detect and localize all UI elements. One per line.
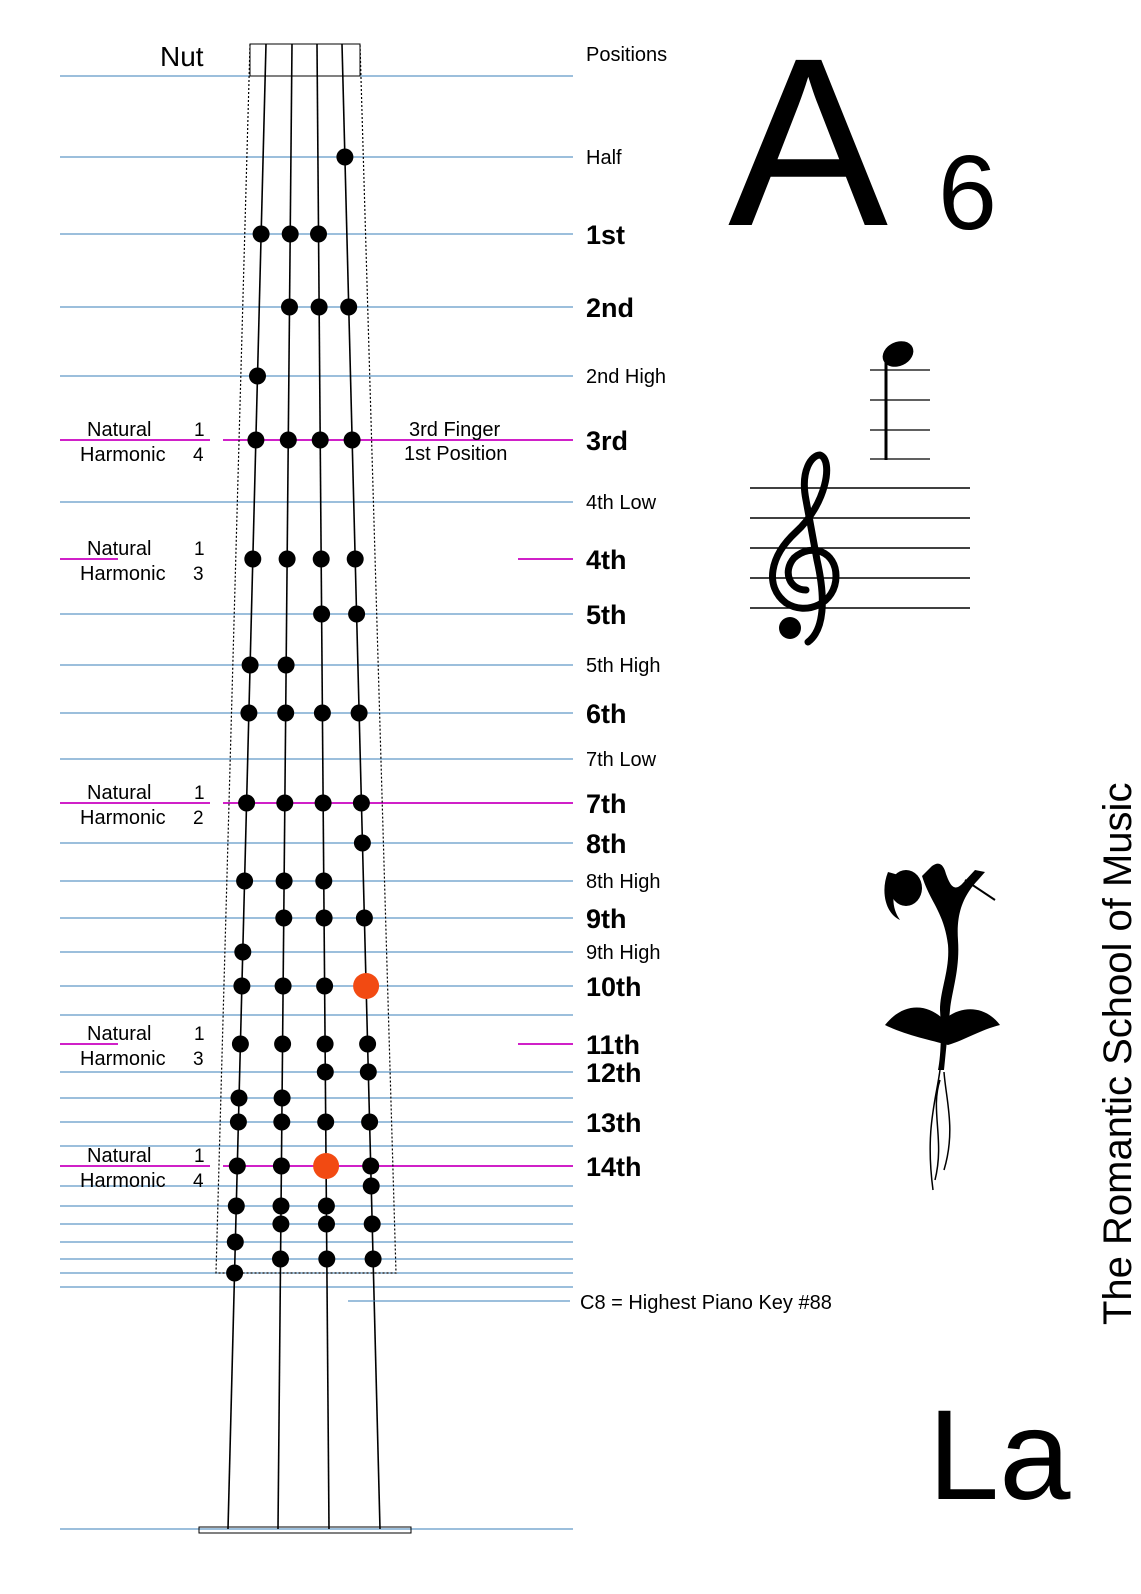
finger-dot [277, 705, 294, 722]
finger-dot [317, 1064, 334, 1081]
finger-dot [318, 1198, 335, 1215]
finger-dot [229, 1158, 246, 1175]
finger-dot [313, 606, 330, 623]
positions-heading: Positions [586, 44, 668, 66]
position-label: 6th [586, 699, 627, 729]
finger-dot [276, 873, 293, 890]
finger-dot [315, 873, 332, 890]
finger-dot [273, 1198, 290, 1215]
fingerboard [199, 44, 411, 1533]
harmonic-label [80, 782, 205, 829]
finger-note-line2: 1st Position [404, 443, 508, 465]
finger-dot [356, 910, 373, 927]
finger-dot [273, 1114, 290, 1131]
string-3 [317, 44, 329, 1529]
harmonic-line2: Harmonic [80, 1170, 166, 1192]
finger-dot [230, 1114, 247, 1131]
finger-dot [281, 299, 298, 316]
finger-dot [359, 1036, 376, 1053]
position-label: 8th High [586, 871, 661, 893]
harmonic-line2: Harmonic [80, 444, 166, 466]
finger-dot [317, 1114, 334, 1131]
finger-dot [314, 705, 331, 722]
finger-dot [340, 299, 357, 316]
finger-dot [275, 910, 292, 927]
finger-dot [253, 226, 270, 243]
finger-dot [272, 1216, 289, 1233]
finger-dot [273, 1158, 290, 1175]
fraction-denominator: 3 [193, 564, 204, 585]
fraction-numerator: 1 [194, 539, 205, 560]
finger-dot [276, 795, 293, 812]
finger-dot [318, 1216, 335, 1233]
position-label: 7th Low [586, 749, 657, 771]
finger-dot [317, 1036, 334, 1053]
finger-dot [360, 1064, 377, 1081]
finger-dot [311, 299, 328, 316]
finger-dot [238, 795, 255, 812]
harmonic-line1: Natural [87, 1023, 152, 1045]
harmonic-line1: Natural [87, 538, 152, 560]
finger-dot [279, 551, 296, 568]
school-name: The Romantic School of Music [1096, 782, 1140, 1325]
finger-dot [227, 1234, 244, 1251]
finger-dot [232, 1036, 249, 1053]
fraction-numerator: 1 [194, 420, 205, 441]
position-label: 11th [586, 1030, 641, 1060]
string-4 [342, 44, 380, 1529]
position-label: 7th [586, 789, 627, 819]
finger-dot [274, 1036, 291, 1053]
harmonic-line2: Harmonic [80, 563, 166, 585]
finger-dot [365, 1251, 382, 1268]
fraction-numerator: 1 [194, 1024, 205, 1045]
finger-dots [226, 149, 382, 1282]
string-1 [228, 44, 266, 1529]
harmonic-label [80, 419, 205, 466]
finger-note-line1: 3rd Finger [409, 419, 501, 441]
finger-dot [315, 795, 332, 812]
position-label: 3rd [586, 426, 629, 456]
finger-dot [336, 149, 353, 166]
position-label: 9th High [586, 942, 661, 964]
solfege-syllable: La [928, 1384, 1071, 1527]
position-label: 5th [586, 600, 627, 630]
fraction-numerator: 1 [194, 1146, 205, 1167]
violinist-silhouette-icon [884, 864, 1000, 1190]
highlight-dot [313, 1153, 339, 1179]
position-label: 13th [586, 1108, 642, 1138]
treble-clef-staff [750, 455, 970, 642]
harmonic-label [80, 1145, 205, 1192]
position-label: 1st [586, 220, 626, 250]
finger-dot [353, 795, 370, 812]
string-2 [278, 44, 292, 1529]
finger-dot [362, 1158, 379, 1175]
position-label: 4th [586, 545, 627, 575]
nut-label: Nut [160, 41, 204, 72]
finger-dot [318, 1251, 335, 1268]
fraction-denominator: 4 [193, 445, 204, 466]
finger-dot [242, 657, 259, 674]
position-label: 4th Low [586, 492, 657, 514]
finger-dot [233, 978, 250, 995]
finger-dot [364, 1216, 381, 1233]
strings [228, 44, 380, 1529]
harmonic-line1: Natural [87, 419, 152, 441]
finger-dot [312, 432, 329, 449]
finger-dot [228, 1198, 245, 1215]
harmonic-line2: Harmonic [80, 1048, 166, 1070]
position-label: Half [586, 147, 622, 169]
finger-dot [249, 368, 266, 385]
note-letter: A [728, 8, 889, 276]
position-label: 2nd [586, 293, 635, 323]
position-label: 12th [586, 1058, 642, 1088]
finger-dot [344, 432, 361, 449]
position-label: 10th [586, 972, 642, 1002]
finger-dot [351, 705, 368, 722]
finger-dot [316, 978, 333, 995]
finger-dot [347, 551, 364, 568]
finger-dot [240, 705, 257, 722]
finger-dot [231, 1090, 248, 1107]
finger-dot [313, 551, 330, 568]
harmonic-line2: Harmonic [80, 807, 166, 829]
position-label: 9th [586, 904, 627, 934]
finger-dot [282, 226, 299, 243]
finger-dot [363, 1178, 380, 1195]
finger-dot [236, 873, 253, 890]
finger-dot [316, 910, 333, 927]
harmonic-label [80, 1023, 205, 1070]
octave-number: 6 [938, 134, 997, 252]
finger-dot [244, 551, 261, 568]
finger-dot [278, 657, 295, 674]
harmonic-label [80, 538, 205, 585]
finger-dot [354, 835, 371, 852]
position-labels [586, 147, 666, 1182]
finger-dot [272, 1251, 289, 1268]
harmonic-line1: Natural [87, 1145, 152, 1167]
position-label: 5th High [586, 655, 661, 677]
finger-dot [275, 978, 292, 995]
quarter-note-icon [870, 336, 930, 460]
fraction-denominator: 2 [193, 808, 204, 829]
harmonic-line1: Natural [87, 782, 152, 804]
position-label: 8th [586, 829, 627, 859]
finger-dot [226, 1265, 243, 1282]
highlight-dot [353, 973, 379, 999]
position-label: 14th [586, 1152, 642, 1182]
finger-dot [247, 432, 264, 449]
piano-key-note: C8 = Highest Piano Key #88 [580, 1292, 832, 1314]
finger-dot [274, 1090, 291, 1107]
fraction-denominator: 4 [193, 1171, 204, 1192]
position-label: 2nd High [586, 366, 667, 388]
finger-dot [280, 432, 297, 449]
finger-dot [361, 1114, 378, 1131]
finger-dot [348, 606, 365, 623]
fraction-denominator: 3 [193, 1049, 204, 1070]
fraction-numerator: 1 [194, 783, 205, 804]
finger-dot [234, 944, 251, 961]
harmonic-labels [80, 419, 205, 1192]
finger-dot [310, 226, 327, 243]
